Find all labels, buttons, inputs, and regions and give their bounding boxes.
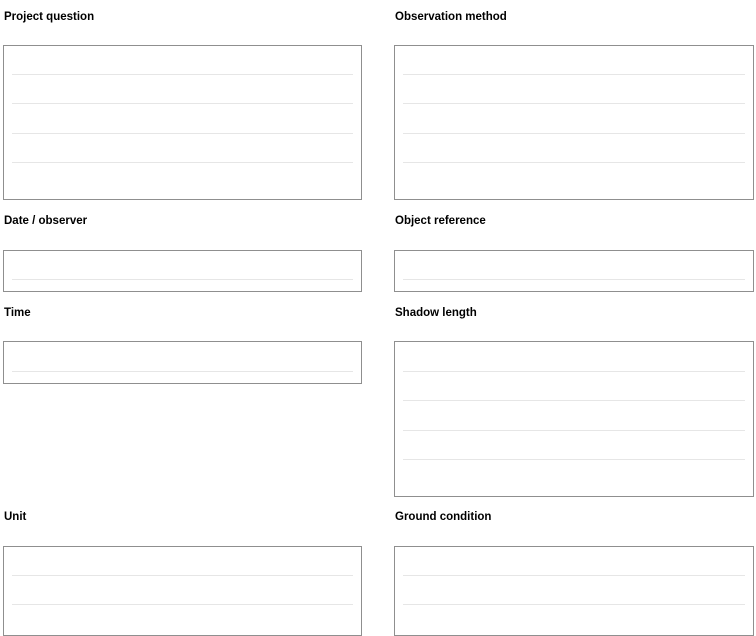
writing-line (12, 604, 353, 605)
time-label: Time (4, 307, 31, 319)
ground-condition-field[interactable] (394, 546, 754, 636)
writing-line (12, 133, 353, 134)
writing-line (403, 459, 745, 460)
ground-condition-label: Ground condition (395, 511, 492, 523)
writing-line (12, 371, 353, 372)
unit-field[interactable] (3, 546, 362, 636)
project-question-field[interactable] (3, 45, 362, 200)
writing-line (403, 430, 745, 431)
date-observer-label: Date / observer (4, 215, 88, 227)
project-question-label: Project question (4, 11, 95, 23)
writing-line (403, 279, 745, 280)
writing-line (12, 162, 353, 163)
writing-line (403, 604, 745, 605)
time-field[interactable] (3, 341, 362, 384)
writing-line (12, 74, 353, 75)
writing-line (403, 103, 745, 104)
writing-line (403, 133, 745, 134)
writing-line (403, 162, 745, 163)
shadow-length-field[interactable] (394, 341, 754, 497)
writing-line (403, 400, 745, 401)
writing-line (12, 103, 353, 104)
unit-label: Unit (4, 511, 27, 523)
observation-method-label: Observation method (395, 11, 507, 23)
object-reference-label: Object reference (395, 215, 486, 227)
writing-line (12, 575, 353, 576)
writing-line (12, 279, 353, 280)
writing-line (403, 371, 745, 372)
shadow-length-label: Shadow length (395, 307, 477, 319)
observation-method-field[interactable] (394, 45, 754, 200)
date-observer-field[interactable] (3, 250, 362, 292)
writing-line (403, 74, 745, 75)
object-reference-field[interactable] (394, 250, 754, 292)
writing-line (403, 575, 745, 576)
